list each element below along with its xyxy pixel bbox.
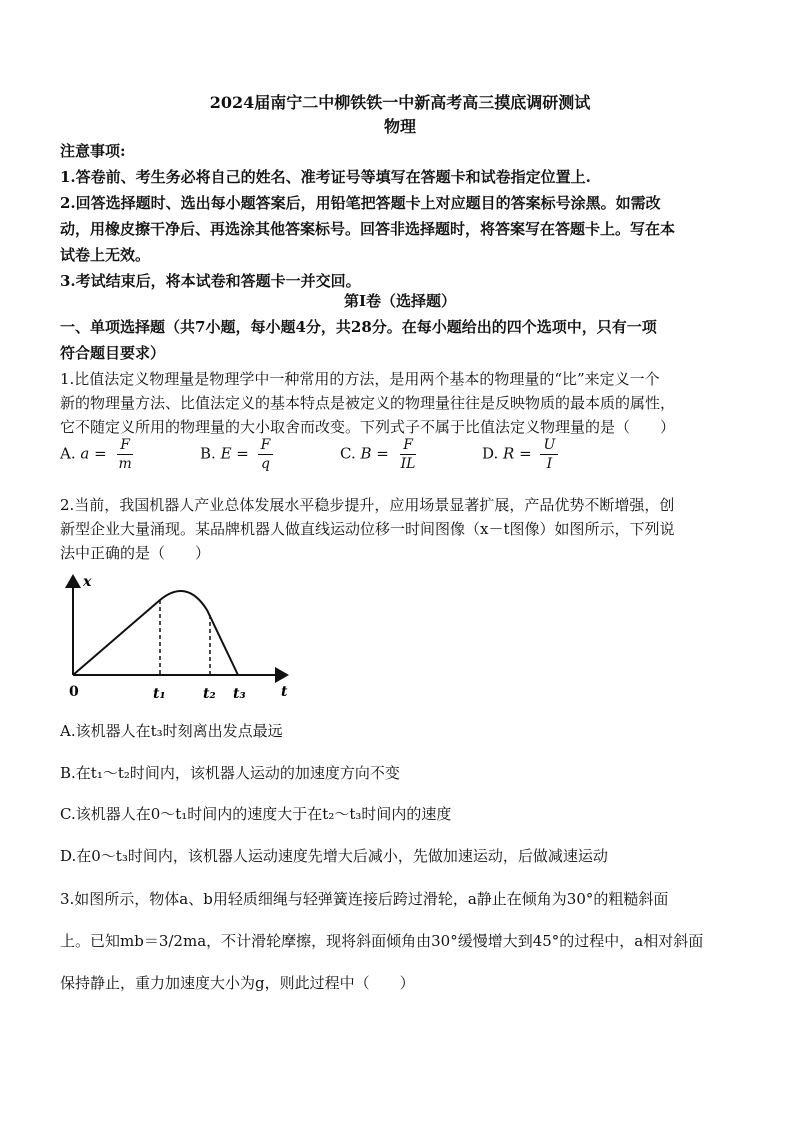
notice-item-3: 3.考试结束后，将本试卷和答题卡一并交回。 bbox=[60, 272, 361, 290]
q1-option-c[interactable] bbox=[340, 438, 418, 471]
q2-graph-tick-t3: t₃ bbox=[233, 686, 246, 702]
q1-option-a-num: F bbox=[117, 438, 133, 455]
q2-graph-tick-t1: t₁ bbox=[153, 686, 166, 702]
q1-option-a-den: m bbox=[118, 456, 132, 472]
q1-option-c-label: C. bbox=[340, 444, 356, 463]
q1-option-d[interactable] bbox=[482, 438, 558, 471]
q1-option-b-fraction bbox=[258, 438, 274, 471]
q1-option-b-num: F bbox=[258, 438, 274, 455]
q2-graph-x-label: t bbox=[281, 684, 288, 700]
q2-xt-graph bbox=[55, 570, 295, 705]
q3-text-line-3: 保持静止，重力加速度大小为g，则此过程中（ ） bbox=[60, 974, 415, 992]
subject-title: 物理 bbox=[383, 117, 416, 136]
q2-graph-y-label: x bbox=[83, 574, 92, 590]
q2-graph-origin: 0 bbox=[69, 684, 79, 700]
q1-option-c-num: F bbox=[400, 438, 416, 455]
q1-text-line-2: 新的物理量方法、比值法定义的基本特点是被定义的物理量往往是反映物质的最本质的属性， bbox=[60, 394, 676, 412]
q2-graph-tick-t2: t₂ bbox=[203, 686, 216, 702]
notice-heading: 注意事项: bbox=[60, 142, 126, 160]
q2-text-line-2: 新型企业大量涌现。某品牌机器人做直线运动位移一时间图像（x－t图像）如图所示，下列说 bbox=[60, 520, 675, 538]
q1-text-line-3: 它不随定义所用的物理量的大小取舍而改变。下列式子不属于比值法定义物理量的是（ ） bbox=[60, 418, 676, 436]
q2-option-d[interactable]: D.在0～t₃时间内，该机器人运动速度先增大后减小，先做加速运动，后做减速运动 bbox=[60, 847, 608, 865]
q1-text-line-1: 1.比值法定义物理量是物理学中一种常用的方法，是用两个基本的物理量的“比”来定义一个 bbox=[60, 370, 660, 388]
q1-option-d-den: I bbox=[546, 456, 553, 472]
q2-option-a[interactable]: A.该机器人在t₃时刻离出发点最远 bbox=[60, 722, 283, 740]
q1-option-c-fraction bbox=[398, 438, 419, 471]
q1-option-d-fraction bbox=[540, 438, 558, 471]
q1-option-c-lhs: B = bbox=[360, 444, 389, 463]
q1-option-d-num: U bbox=[540, 438, 558, 455]
q1-option-d-lhs: R = bbox=[503, 444, 532, 463]
q2-option-b[interactable]: B.在t₁～t₂时间内，该机器人运动的加速度方向不变 bbox=[60, 764, 400, 782]
q3-text-line-1: 3.如图所示，物体a、b用轻质细绳与轻弹簧连接后跨过滑轮，a静止在倾角为30°的粗糙斜面 bbox=[60, 890, 669, 908]
exam-title: 2024届南宁二中柳铁铁一中新高考高三摸底调研测试 bbox=[209, 93, 591, 112]
q1-option-b-den: q bbox=[261, 456, 270, 472]
q1-option-a-fraction bbox=[115, 438, 134, 471]
notice-item-2-line-2: 动，用橡皮擦干净后、再选涂其他答案标号。回答非选择题时，将答案写在答题卡上。写在本 bbox=[60, 220, 676, 238]
q2-text-line-1: 2.当前，我国机器人产业总体发展水平稳步提升，应用场景显著扩展，产品优势不断增强，创 bbox=[60, 496, 675, 514]
q2-text-line-3: 法中正确的是（ ） bbox=[60, 544, 211, 562]
part1-heading-line-1: 一、单项选择题（共7小题，每小题4分，共28分。在每小题给出的四个选项中，只有一项 bbox=[60, 318, 657, 336]
notice-item-1: 1.答卷前、考生务必将自己的姓名、准考证号等填写在答题卡和试卷指定位置上. bbox=[60, 168, 591, 186]
notice-item-2-line-1: 2.回答选择题时、选出每小题答案后，用铅笔把答题卡上对应题目的答案标号涂黑。如需改 bbox=[60, 194, 661, 212]
q1-option-b[interactable] bbox=[200, 438, 273, 471]
notice-item-2-line-3: 试卷上无效。 bbox=[60, 246, 151, 264]
q2-option-c[interactable]: C.该机器人在0～t₁时间内的速度大于在t₂～t₃时间内的速度 bbox=[60, 805, 452, 823]
q1-option-a[interactable] bbox=[60, 438, 135, 471]
q1-option-d-label: D. bbox=[482, 444, 499, 463]
q1-option-b-label: B. bbox=[200, 444, 216, 463]
q1-option-b-lhs: E = bbox=[220, 444, 249, 463]
q2-graph-curve bbox=[73, 591, 238, 675]
q1-option-c-den: IL bbox=[400, 456, 416, 472]
volume-title: 第Ⅰ卷（选择题） bbox=[343, 292, 457, 310]
q1-option-a-label: A. bbox=[60, 444, 76, 463]
q1-option-a-lhs: a = bbox=[80, 444, 107, 463]
q3-text-line-2: 上。已知mb＝3/2ma，不计滑轮摩擦，现将斜面倾角由30°缓慢增大到45°的过程中，a相对斜面 bbox=[60, 932, 704, 950]
part1-heading-line-2: 符合题目要求） bbox=[60, 344, 166, 362]
